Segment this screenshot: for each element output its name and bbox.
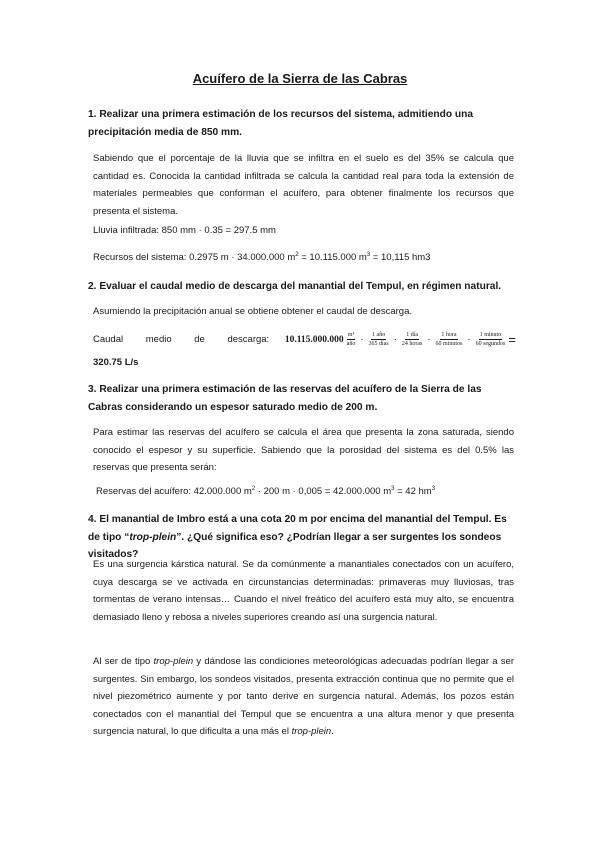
equals-sign: = [508,331,516,347]
calc-reservas-acuifero: Reservas del acuífero: 42.000.000 $m^2 \cdot 200$ m · 0,005 = 42.000.000 $m^3 = 42$ $hm^3$ [96,486,436,497]
fraction-hora-minutos: $\frac{\text{1 hora}}{\text{60 minutos}}$ [435,332,463,347]
question-4-paragraph-2: Al ser de tipo trop-plein y dándose las condiciones meteorológicas adecuadas podrían llegar a ser surgentes. Sin embargo, los sondeos visitados, presenta extracción continua que no permite que el nivel piezométrico aumente y por tanto derive en surgencia natural. Además, los pozos están conectados con el manantial del Tempul que se encuentra a una altura menor y que presenta surgencia natural, lo que dificulta a una más el trop-plein. [93,656,514,737]
fraction-ano-dias: $\frac{\text{1 año}}{\text{365 días}}$ [368,332,389,347]
question-4-heading: 4. El manantial de Imbro está a una cota 20 m por encima del manantial del Tempul. Es de tipo “trop-plein”. ¿Qué significa eso? ¿Podrían llegar a ser surgentes los sondeos visitados? [88,514,507,560]
question-4-paragraph-1: Es una surgencia kárstica natural. Se da comúnmente a manantiales conectados con un acuífero, cuya descarga se ve activada en circunstancias determinadas: primaveras muy lluviosas, tras tormentas de verano intensas… Cuando el nivel freático del acuífero está muy alto, se encuentra demasiado lleno y rebosa a niveles superiores creando así una surgencia natural. [93,559,514,623]
fraction-minuto-segundos: $\frac{\text{1 minuto}}{\text{60 segundos}}$ [475,332,506,347]
caudal-value: 10.115.000.000 [284,334,344,345]
document-title: Acuífero de la Sierra de las Cabras [192,71,408,86]
caudal-label: Caudal medio de descarga: [93,333,270,345]
caudal-result: 320.75 L/s [93,357,139,368]
question-1-body: Sabiendo que el porcentaje de la lluvia que se infiltra en el suelo es del 35% se calcula que cantidad es. Conocida la cantidad infiltrada se calcula la cantidad real para toda la extensión de materiales permeables que conforman el acuífero, para obtener finalmente los recursos que presenta el sistema. [93,153,514,217]
question-1-heading: 1. Realizar una primera estimación de los recursos del sistema, admitiendo una precipitación media de 850 mm. [88,109,473,138]
question-3-body: Para estimar las reservas del acuífero se calcula el área que presenta la zona saturada, siendo conocido el espesor y su superficie. Sabiendo que la porosidad del sistema es del 0.5% las reservas que presenta serán: [93,427,514,473]
question-3-heading: 3. Realizar una primera estimación de las reservas del acuífero de la Sierra de las Cabras considerando un espesor saturado medio de 200 m. [88,384,482,413]
fraction-m3-ano: $\frac{\text{m³}}{\text{año}}$ [346,332,356,347]
question-2-heading: 2. Evaluar el caudal medio de descarga del manantial del Tempul, en régimen natural. [88,281,502,292]
question-2-body: Asumiendo la precipitación anual se obtiene obtener el caudal de descarga. [93,306,412,317]
calc-lluvia-infiltrada: Lluvia infiltrada: 850 mm · 0.35 = 297.5 mm [93,225,276,236]
fraction-dia-horas: $\frac{\text{1 día}}{\text{24 horas}}$ [401,332,423,347]
caudal-formula: Caudal medio de descarga: 10.115.000.000 $\frac{\text{m³}}{\text{año}}$ · $\frac{\text{1 año}}{\text{365 días}}$ · $\frac{\text{1 día}}{\text{24 horas}}$ · $\frac{\text{1 hora}}{\text{60 minutos}}$ · $\frac{\text{1 minuto}}{\text{60 segundos}}$ = [93,331,516,347]
calc-recursos-sistema: Recursos del sistema: 0.2975 m · 34.000.000 $m^2 = 10.115.000$ $m^3 = 10,115$ hm3 [93,252,431,263]
